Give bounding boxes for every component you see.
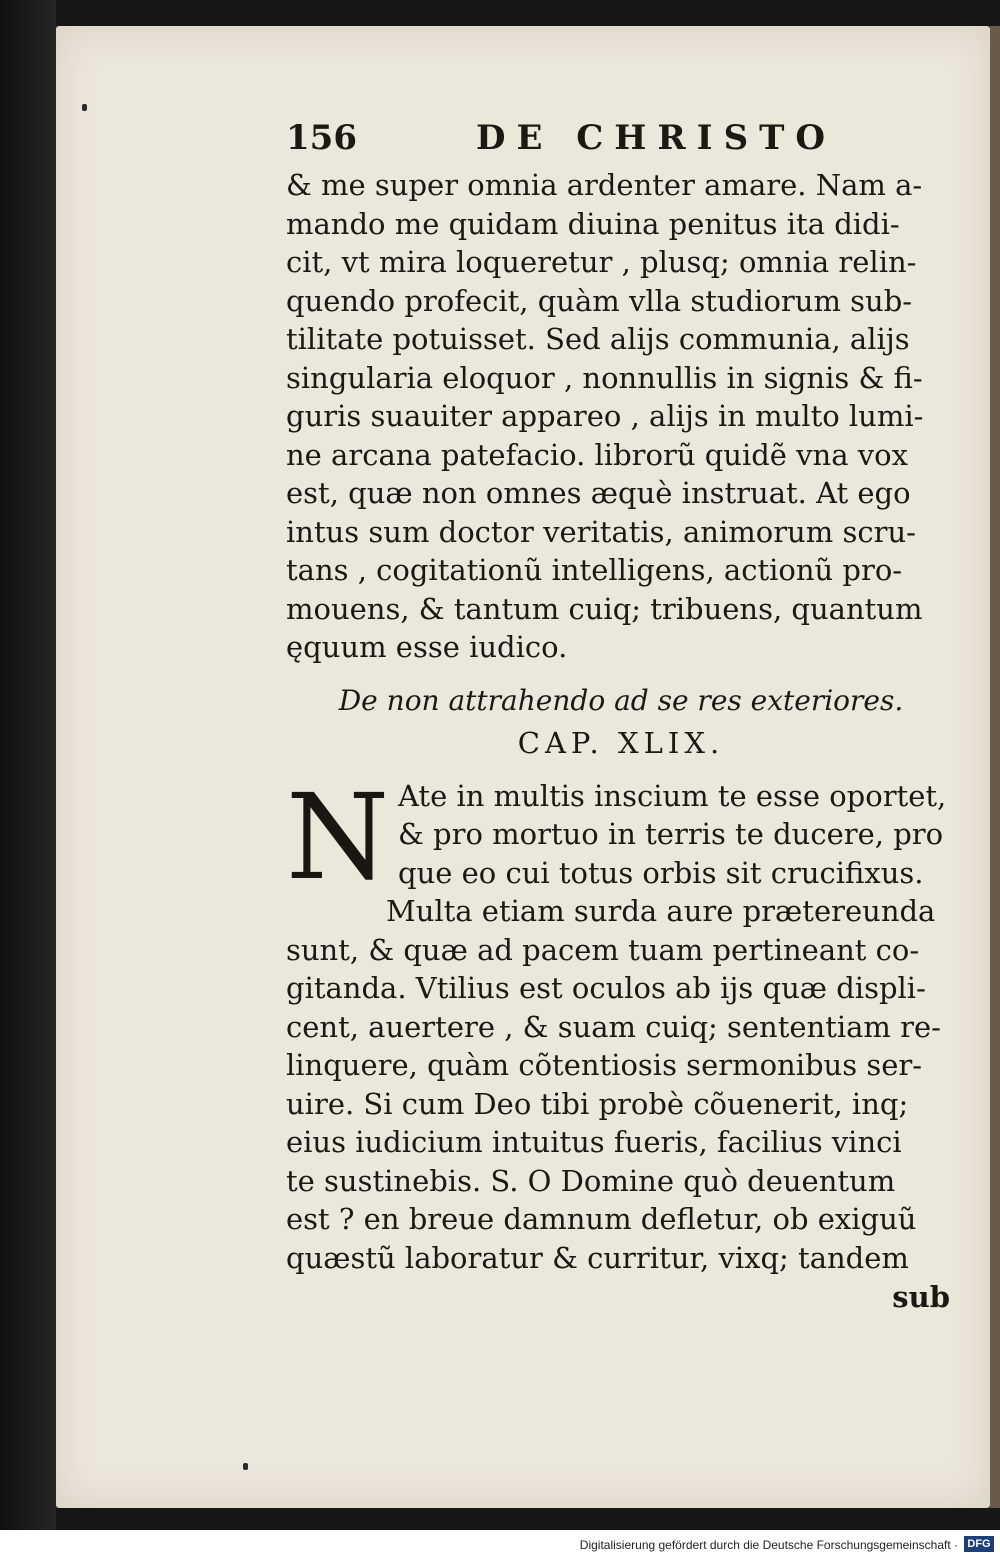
ink-speck xyxy=(243,1463,248,1470)
funding-credit: Digitalisierung gefördert durch die Deutsche Forschungsgemeinschaft · xyxy=(579,1538,958,1552)
running-title: DE CHRISTO xyxy=(476,118,837,158)
text-line: cent, auertere , & suam cuiq; sententiam re- xyxy=(286,1009,941,1044)
book-spine-shadow xyxy=(0,0,56,1560)
text-line: intus sum doctor veritatis, animorum scru- xyxy=(286,514,916,549)
text-line: tilitate potuisset. Sed alijs communia, alijs xyxy=(286,322,910,356)
running-head xyxy=(286,118,956,166)
ink-speck xyxy=(82,104,87,111)
paragraph-chapter xyxy=(286,767,956,1278)
text-line: quendo profecit, quàm vlla studiorum sub- xyxy=(286,283,913,318)
text-line: & pro mortuo in terris te ducere, pro xyxy=(398,817,944,851)
page-number: 156 xyxy=(286,118,357,158)
text-line: que eo cui totus orbis sit crucifixus. xyxy=(398,855,924,890)
text-line: singularia eloquor , nonnullis in signis & fi- xyxy=(286,360,923,395)
text-line: te sustinebis. S. O Domine quò deuentum xyxy=(286,1163,896,1198)
section-title: De non attrahendo ad se res exteriores. xyxy=(338,683,904,717)
text-line: ęquum esse iudico. xyxy=(286,630,568,664)
text-line: Ate in multis inscium te esse oportet, xyxy=(398,778,947,813)
text-line: est, quæ non omnes æquè instruat. At ego xyxy=(286,476,911,510)
text-line: est ? en breue damnum defletur, ob exiguũ xyxy=(286,1202,917,1236)
text-line: cit, vt mira loqueretur , plusq; omnia relin- xyxy=(286,245,917,279)
page-edge xyxy=(990,26,1000,1508)
text-line: mouens, & tantum cuiq; tribuens, quantum xyxy=(286,591,923,626)
text-line: uire. Si cum Deo tibi probè cõuenerit, inq; xyxy=(286,1086,909,1121)
text-block xyxy=(286,118,956,1317)
chapter-heading: CAP. XLIX. xyxy=(517,725,725,760)
dfg-logo: DFG xyxy=(964,1536,994,1552)
text-line: sunt, & quæ ad pacem tuam pertineant co- xyxy=(286,932,920,967)
digitization-footer xyxy=(0,1530,1000,1560)
text-line: eius iudicium intuitus fueris, facilius vinci xyxy=(286,1125,902,1159)
paragraph-top xyxy=(286,166,956,667)
text-line: & me super omnia ardenter amare. Nam a- xyxy=(286,168,923,202)
text-line: linquere, quàm cõtentiosis sermonibus ser- xyxy=(286,1048,923,1082)
text-line: mando me quidam diuina penitus ita didi- xyxy=(286,206,900,241)
catchword: sub xyxy=(892,1280,950,1314)
drop-cap-initial: N xyxy=(286,767,390,906)
text-line: Multa etiam surda aure prætereunda xyxy=(386,894,936,928)
text-line: guris suauiter appareo , alijs in multo lumi- xyxy=(286,399,924,433)
text-line: quæstũ laboratur & curritur, vixq; tandem xyxy=(286,1240,909,1275)
text-line: gitanda. Vtilius est oculos ab ijs quæ displi- xyxy=(286,971,926,1005)
text-line: tans , cogitationũ intelligens, actionũ pro- xyxy=(286,553,903,587)
text-line: ne arcana patefacio. librorũ quidẽ vna vox xyxy=(286,437,908,472)
